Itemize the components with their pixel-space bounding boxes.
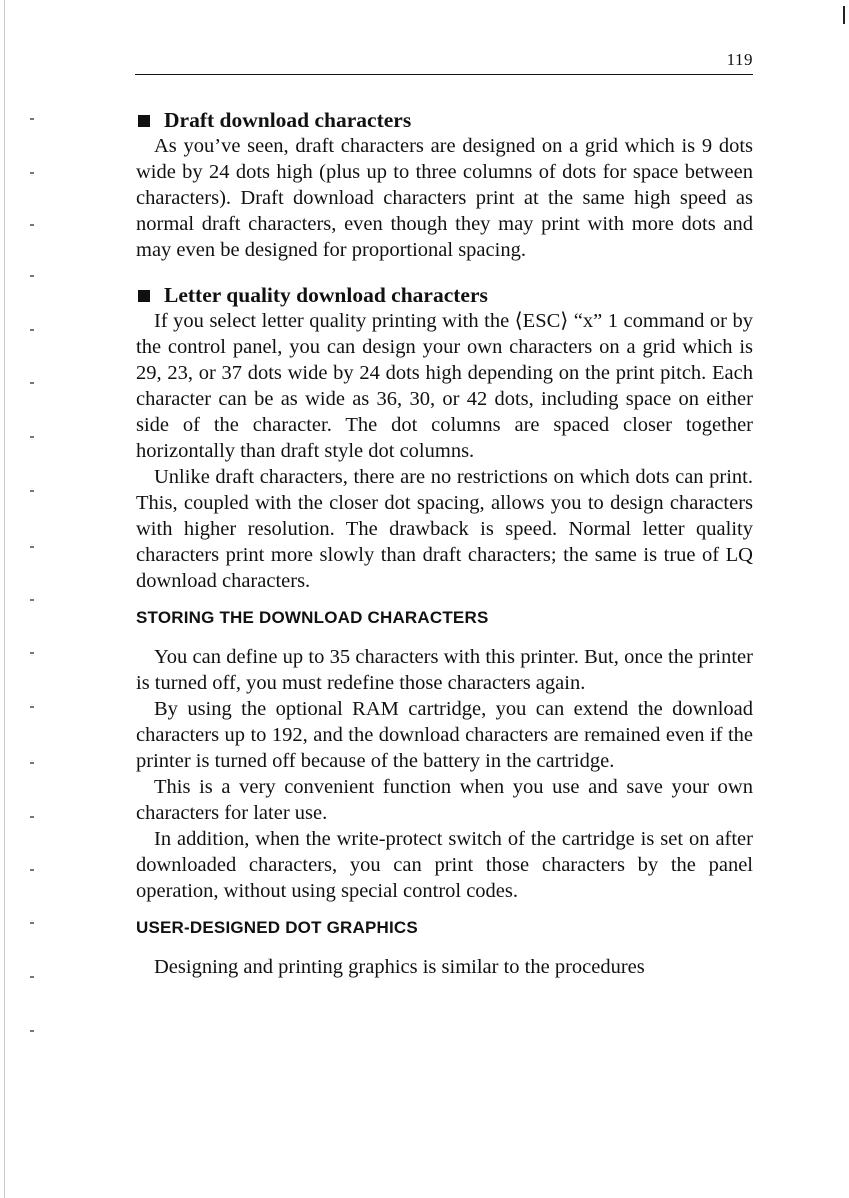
scan-mark: [30, 490, 34, 492]
heading-graphics: USER-DESIGNED DOT GRAPHICS: [136, 918, 418, 937]
scan-mark: [30, 976, 34, 978]
scan-mark: [30, 436, 34, 438]
scan-mark: [30, 922, 34, 924]
scan-mark: [30, 329, 34, 331]
scan-mark: [30, 816, 34, 818]
scan-mark: [30, 599, 34, 601]
section-title-text: Letter quality download characters: [164, 283, 488, 307]
scan-mark: [30, 762, 34, 764]
paragraph: If you select letter quality printing with the ⟨ESC⟩ “x” 1 command or by the control panel, you can design your own characters on a grid which is 29, 23, or 37 dots wide by 24 dots high depending on the print pitch. Each character can be as wide as 36, 30, or 42 dots, including space on either side of the character. The dot columns are spaced closer together horizontally than draft style dot columns.: [136, 310, 753, 462]
paragraph: By using the optional RAM cartridge, you can extend the download characters up to 192, and the download characters are remained even if the printer is turned off because of the battery in the cartridge.: [136, 698, 753, 772]
section-title-text: Draft download characters: [164, 108, 412, 132]
paragraph: In addition, when the write-protect switch of the cartridge is set on after downloaded characters, you can print those characters by the panel operation, without using special control codes.: [136, 828, 753, 902]
scan-mark: [30, 652, 34, 654]
scan-mark: [30, 706, 34, 708]
scan-mark: [30, 118, 34, 120]
section-title-draft: [136, 108, 753, 133]
scan-mark: [30, 382, 34, 384]
page-header: [135, 48, 753, 75]
page-number: 119: [726, 50, 753, 69]
paragraph: Designing and printing graphics is similar to the procedures: [154, 956, 645, 978]
page-content: [136, 108, 753, 980]
scan-mark: [30, 546, 34, 548]
section-title-letter-quality: [136, 283, 753, 308]
scan-mark: [30, 224, 34, 226]
paragraph: This is a very convenient function when you use and save your own characters for later use.: [136, 776, 753, 824]
scan-mark: [30, 172, 34, 174]
square-bullet-icon: [138, 115, 150, 127]
heading-storing: STORING THE DOWNLOAD CHARACTERS: [136, 608, 489, 627]
scan-edge-tick: [843, 6, 845, 24]
paragraph: Unlike draft characters, there are no restrictions on which dots can print. This, coupled with the closer dot spacing, allows you to design characters with higher resolution. The drawback is speed. Normal letter quality characters print more slowly than draft characters; the same is true of LQ download characters.: [136, 466, 753, 592]
square-bullet-icon: [138, 290, 150, 302]
scan-mark: [30, 869, 34, 871]
scan-mark: [30, 1030, 34, 1032]
scan-mark: [30, 275, 34, 277]
scan-edge-line: [4, 0, 5, 1198]
paragraph: As you’ve seen, draft characters are designed on a grid which is 9 dots wide by 24 dots high (plus up to three columns of dots for space between characters). Draft download characters print at the same high speed as normal draft characters, even though they may print with more dots and may even be designed for proportional spacing.: [136, 135, 753, 261]
paragraph: You can define up to 35 characters with this printer. But, once the printer is turned off, you must redefine those characters again.: [136, 646, 753, 694]
